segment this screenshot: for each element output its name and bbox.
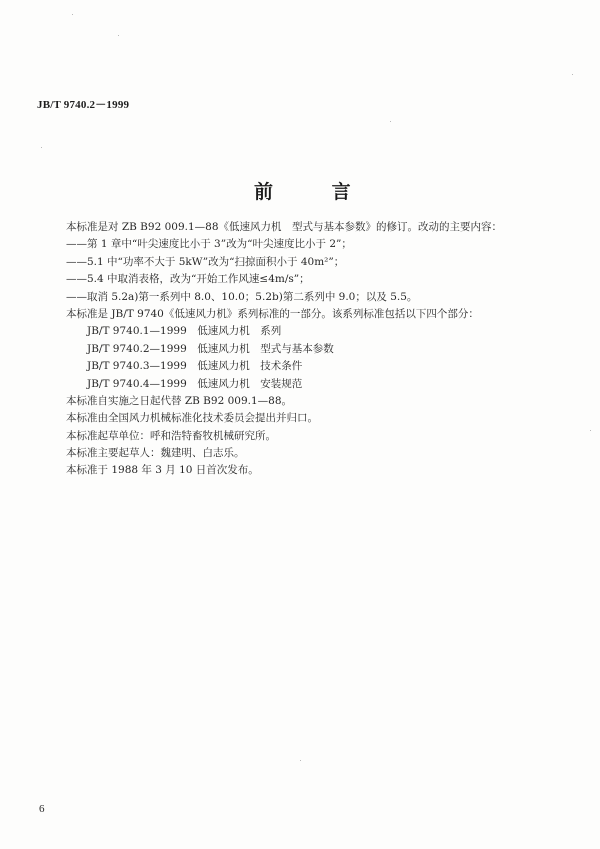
body-text — [66, 219, 586, 480]
series-part-item: JB/T 9740.4—1999 低速风力机 安装规范 — [87, 377, 303, 390]
series-part-item: JB/T 9740.1—1999 低速风力机 系列 — [87, 325, 282, 338]
change-item: ——5.4 中取消表格，改为“开始工作风速≤4m/s”； — [66, 273, 310, 286]
series-part-item: JB/T 9740.2—1999 低速风力机 型式与基本参数 — [87, 342, 334, 355]
body-line: 本标准是对 ZB B92 009.1—88《低速风力机 型式与基本参数》的修订。改动的主要内容： — [66, 221, 503, 233]
scan-speck — [72, 14, 73, 15]
scan-speck — [41, 147, 42, 148]
scan-speck — [390, 121, 391, 122]
body-line: 本标准自实施之日起代替 ZB B92 009.1—88。 — [66, 394, 293, 407]
scan-speck — [300, 760, 301, 761]
change-item: ——第 1 章中“叶尖速度比小于 3”改为“叶尖速度比小于 2”； — [66, 238, 352, 251]
body-line: 本标准主要起草人：魏建明、白志乐。 — [66, 447, 245, 460]
body-line: 本标准是 JB/T 9740《低速风力机》系列标准的一部分。该系列标准包括以下四个部分： — [66, 307, 479, 320]
body-line: 本标准由全国风力机械标准化技术委员会提出并归口。 — [66, 412, 318, 425]
scan-speck — [118, 35, 119, 36]
page-heading: 前 言 — [254, 181, 377, 203]
standard-id: JB/T 9740.2－1999 — [37, 99, 130, 111]
body-line: 本标准起草单位：呼和浩特畜牧机械研究所。 — [66, 429, 276, 442]
scan-speck — [572, 74, 573, 75]
series-part-item: JB/T 9740.3—1999 低速风力机 技术条件 — [87, 360, 303, 373]
scan-speck — [590, 430, 591, 431]
change-item: ——取消 5.2a)第一系列中 8.0、10.0；5.2b)第二系列中 9.0；以及 5.5。 — [66, 290, 418, 303]
page-number: 6 — [39, 803, 45, 815]
body-line: 本标准于 1988 年 3 月 10 日首次发布。 — [66, 464, 259, 477]
change-item: ——5.1 中“功率不大于 5kW”改为“扫掠面积小于 40m²”； — [66, 255, 345, 268]
